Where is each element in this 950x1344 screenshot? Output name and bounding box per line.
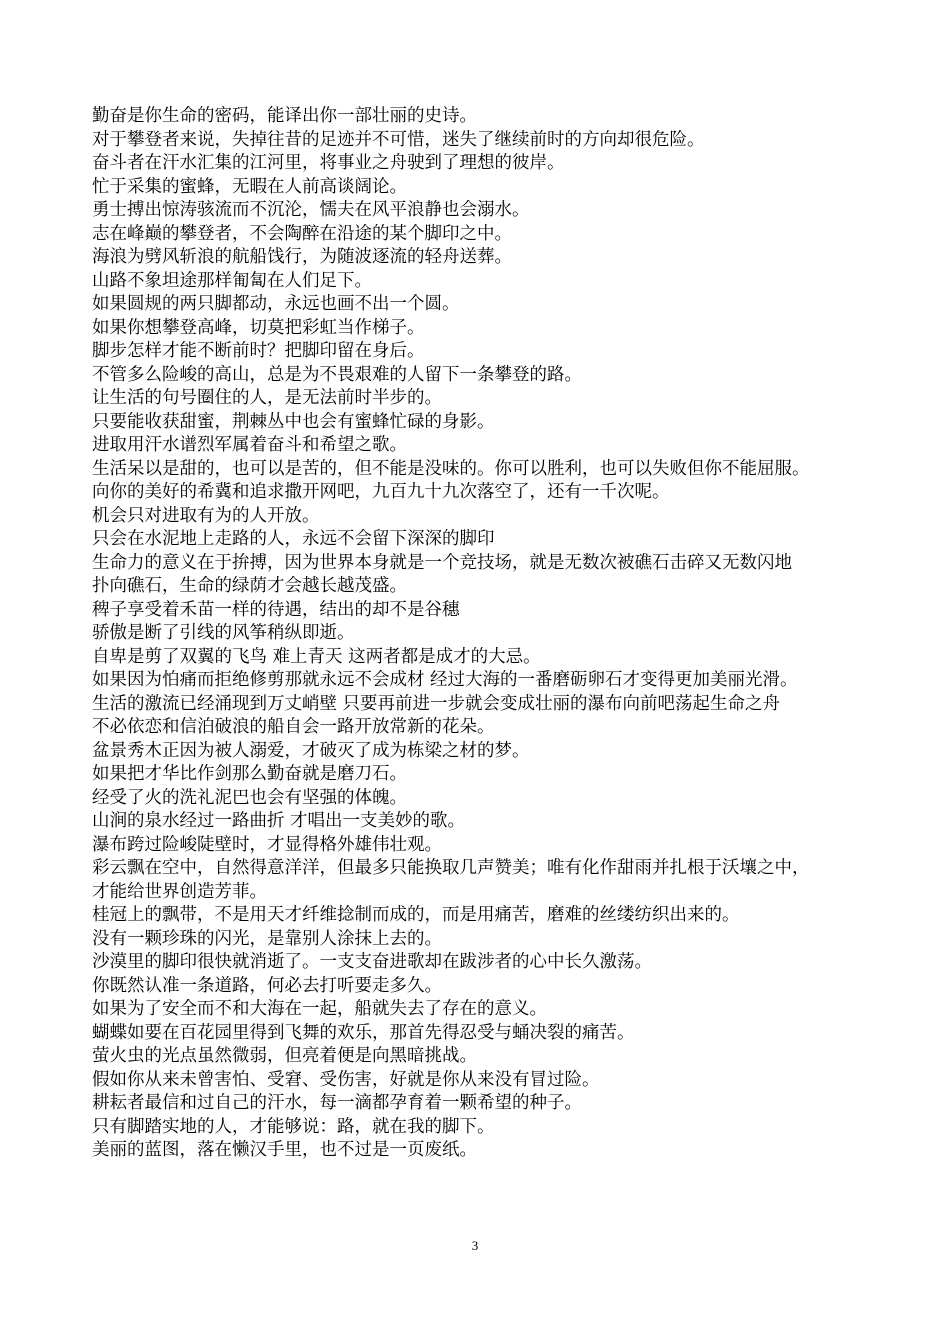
text-line: 向你的美好的希冀和追求撒开网吧，九百九十九次落空了，还有一千次呢。	[92, 482, 670, 502]
text-line: 蝴蝶如要在百花园里得到飞舞的欢乐，那首先得忍受与蛹决裂的痛苦。	[92, 1022, 635, 1043]
text-line: 桂冠上的飘带，不是用天才纤维捻制而成的，而是用痛苦，磨难的丝缕纺织出来的。	[92, 905, 740, 925]
text-line: 山涧的泉水经过一路曲折 才唱出一支美妙的歌。	[92, 811, 466, 831]
text-line: 忙于采集的蜜蜂，无暇在人前高谈阔论。	[92, 176, 407, 197]
text-line: 勤奋是你生命的密码，能译出你一部壮丽的史诗。	[92, 106, 477, 126]
text-line: 自卑是剪了双翼的飞鸟 难上青天 这两者都是成才的大忌。	[92, 646, 541, 667]
text-line: 骄傲是断了引线的风筝稍纵即逝。	[92, 623, 355, 643]
text-line: 彩云飘在空中，自然得意洋洋，但最多只能换取几声赞美；唯有化作甜雨并扎根于沃壤之中，	[92, 858, 810, 878]
text-line: 不管多么险峻的高山，总是为不畏艰难的人留下一条攀登的路。	[92, 364, 582, 385]
text-line: 经受了火的洗礼泥巴也会有坚强的体魄。	[92, 787, 407, 808]
text-line: 让生活的句号圈住的人，是无法前时半步的。	[92, 388, 442, 408]
text-line: 没有一颗珍珠的闪光，是靠别人涂抹上去的。	[92, 928, 442, 949]
text-line: 萤火虫的光点虽然微弱，但亮着便是向黑暗挑战。	[92, 1046, 477, 1066]
text-line: 生活的激流已经涌现到万丈峭壁 只要再前进一步就会变成壮丽的瀑布向前吧荡起生命之舟	[92, 693, 781, 714]
text-line: 脚步怎样才能不断前时？把脚印留在身后。	[92, 341, 425, 361]
text-line: 扑向礁石，生命的绿荫才会越长越茂盛。	[92, 576, 407, 596]
text-line: 只会在水泥地上走路的人，永远不会留下深深的脚印	[92, 529, 495, 549]
text-line: 如果为了安全而不和大海在一起，船就失去了存在的意义。	[92, 999, 547, 1019]
text-line: 才能给世界创造芳菲。	[92, 881, 267, 902]
text-line: 对于攀登者来说，失掉往昔的足迹并不可惜，迷失了继续前时的方向却很危险。	[92, 129, 705, 150]
text-line: 沙漠里的脚印很快就消逝了。一支支奋进歌却在跋涉者的心中长久激荡。	[92, 952, 652, 972]
text-line: 瀑布跨过险峻陡壁时，才显得格外雄伟壮观。	[92, 834, 442, 855]
text-line: 如果因为怕痛而拒绝修剪那就永远不会成材 经过大海的一番磨砺卵石才变得更加美丽光滑。	[92, 670, 798, 690]
text-line: 奋斗者在汗水汇集的江河里，将事业之舟驶到了理想的彼岸。	[92, 153, 565, 173]
text-line: 假如你从来未曾害怕、受窘、受伤害，好就是你从来没有冒过险。	[92, 1069, 600, 1090]
body-text	[92, 105, 872, 1163]
text-line: 生活呆以是甜的，也可以是苦的，但不能是没味的。你可以胜利，也可以失败但你不能屈服。	[92, 458, 810, 479]
text-line: 盆景秀木正因为被人溺爱，才破灭了成为栋梁之材的梦。	[92, 740, 530, 761]
text-line: 海浪为劈风斩浪的航船饯行，为随波逐流的轻舟送葬。	[92, 247, 512, 267]
text-line: 美丽的蓝图，落在懒汉手里，也不过是一页废纸。	[92, 1140, 477, 1160]
text-line: 如果圆规的两只脚都动，永远也画不出一个圆。	[92, 294, 460, 314]
text-line: 稗子享受着禾苗一样的待遇，结出的却不是谷穗	[92, 599, 460, 620]
text-line: 只要能收获甜蜜，荆棘丛中也会有蜜蜂忙碌的身影。	[92, 411, 495, 432]
text-line: 进取用汗水谱烈军属着奋斗和希望之歌。	[92, 435, 407, 455]
text-line: 只有脚踏实地的人，才能够说：路，就在我的脚下。	[92, 1116, 495, 1137]
text-line: 生命力的意义在于拚搏，因为世界本身就是一个竞技场，就是无数次被礁石击碎又无数闪地	[92, 552, 792, 573]
text-line: 山路不象坦途那样匍匐在人们足下。	[92, 270, 372, 291]
text-line: 志在峰巅的攀登者，不会陶醉在沿途的某个脚印之中。	[92, 223, 512, 244]
text-line: 机会只对进取有为的人开放。	[92, 505, 320, 526]
text-line: 如果你想攀登高峰，切莫把彩虹当作梯子。	[92, 317, 425, 338]
text-line: 不必依恋和信泊破浪的船自会一路开放常新的花朵。	[92, 717, 495, 737]
text-line: 耕耘者最信和过自己的汗水，每一滴都孕育着一颗希望的种子。	[92, 1093, 582, 1113]
page-number: 3	[471, 1238, 479, 1253]
text-line: 勇士搏出惊涛骇流而不沉沦，懦夫在风平浪静也会溺水。	[92, 200, 530, 220]
text-line: 你既然认准一条道路，何必去打听要走多久。	[92, 975, 442, 996]
text-line: 如果把才华比作剑那么勤奋就是磨刀石。	[92, 764, 407, 784]
